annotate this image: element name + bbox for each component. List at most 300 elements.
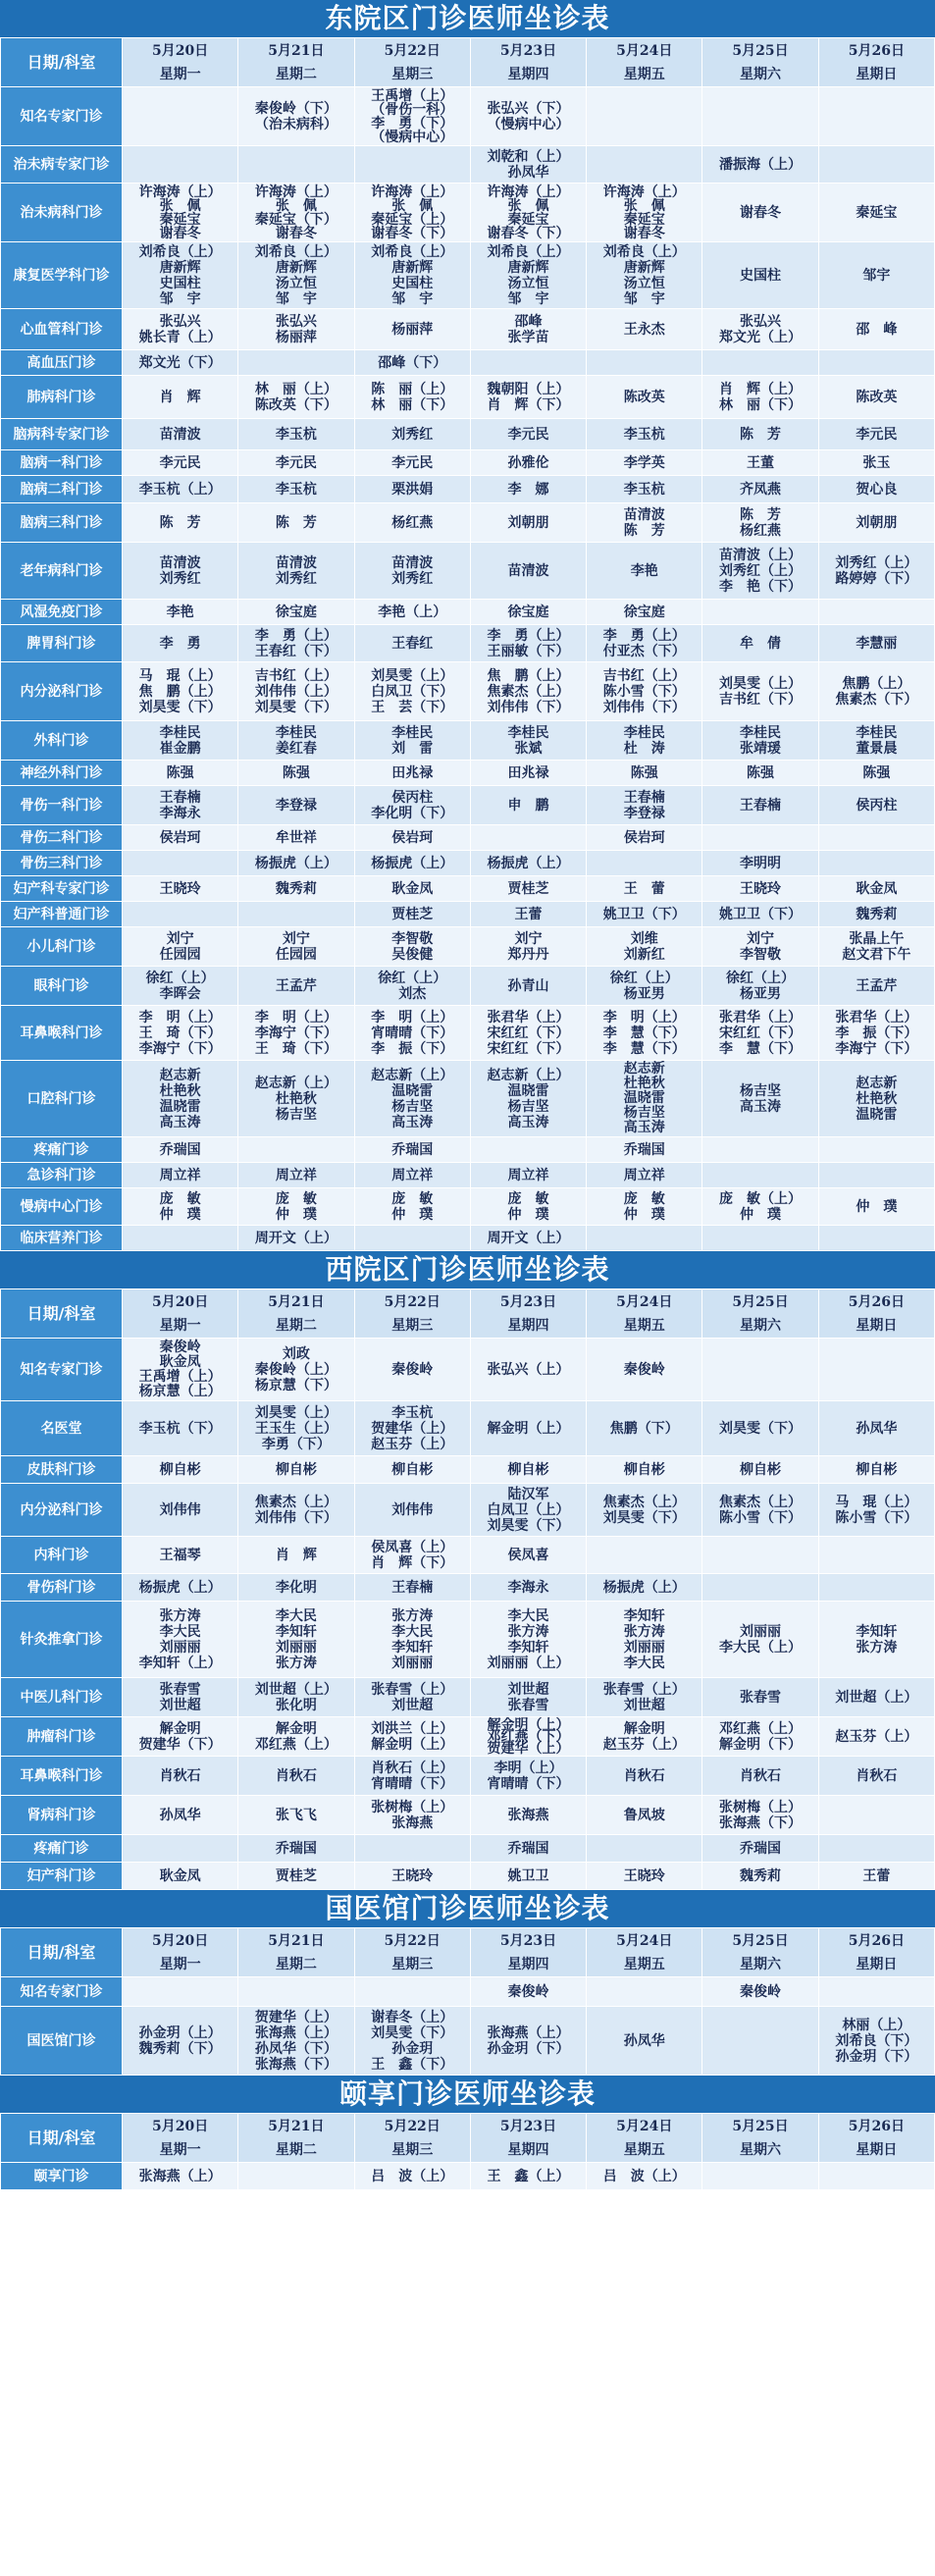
doctor-name: 史国柱 bbox=[159, 275, 201, 291]
schedule-cell bbox=[354, 1717, 470, 1757]
department-name: 中医儿科门诊 bbox=[1, 1678, 123, 1717]
doctor-name: 吉书红（上） bbox=[602, 667, 686, 684]
doctor-name: 刘宁 bbox=[166, 930, 194, 947]
doctor-name: 邵峰 bbox=[514, 313, 543, 330]
doctor-name: 秦俊岭（下） bbox=[254, 100, 338, 117]
doctor-name: 吴俊健 bbox=[391, 946, 434, 963]
doctor-name: 解金明 bbox=[623, 1720, 665, 1737]
schedule-cell bbox=[702, 721, 818, 761]
weekday-label: 星期五 bbox=[623, 2141, 665, 2158]
date-header bbox=[238, 2114, 354, 2163]
schedule-cell bbox=[354, 967, 470, 1006]
doctor-name: 贺建华（上） bbox=[254, 2009, 338, 2025]
schedule-cell bbox=[818, 1006, 934, 1061]
doctor-name: 高玉涛 bbox=[623, 1120, 665, 1135]
doctor-name: 张斌 bbox=[514, 740, 543, 757]
doctor-name: 张春雪 bbox=[159, 1681, 201, 1698]
date-label: 5月25日 bbox=[732, 42, 789, 59]
schedule-cell bbox=[818, 1137, 934, 1163]
schedule-cell bbox=[238, 1226, 354, 1251]
doctor-name: 刘伟伟（上） bbox=[254, 683, 338, 700]
schedule-cell bbox=[587, 876, 702, 902]
department-name: 脑病三科门诊 bbox=[1, 503, 123, 543]
schedule-cell bbox=[587, 1678, 702, 1717]
doctor-name: 魏秀莉（下） bbox=[138, 2040, 222, 2057]
doctor-name: 侯丙柱 bbox=[391, 789, 434, 806]
doctor-name: 苗清波 bbox=[391, 554, 434, 571]
table-row bbox=[1, 376, 935, 419]
schedule-cell bbox=[123, 1602, 238, 1678]
doctor-name: 杨振虎（上） bbox=[371, 855, 454, 871]
doctor-name: 秦延宝（下） bbox=[254, 211, 338, 228]
date-header bbox=[470, 1289, 586, 1339]
schedule-cell bbox=[470, 503, 586, 543]
schedule-cell bbox=[702, 476, 818, 503]
schedule-cell bbox=[123, 1796, 238, 1835]
schedule-cell bbox=[470, 376, 586, 419]
doctor-name: 刘丽丽 bbox=[275, 1639, 317, 1656]
schedule-cell bbox=[123, 1226, 238, 1251]
schedule-cell bbox=[587, 87, 702, 146]
doctor-name: 陈小雪（下） bbox=[602, 683, 686, 700]
schedule-cell bbox=[587, 761, 702, 786]
schedule-cell bbox=[123, 2163, 238, 2190]
table-row bbox=[1, 146, 935, 184]
header-label: 日期/科室 bbox=[1, 1928, 123, 1977]
schedule-cell bbox=[123, 242, 238, 309]
table-row bbox=[1, 87, 935, 146]
doctor-name: 王禹增（上） bbox=[138, 1368, 222, 1385]
doctor-name: 秦延宝（上） bbox=[371, 211, 454, 228]
table-row bbox=[1, 851, 935, 876]
doctor-name: 高玉涛 bbox=[740, 1098, 782, 1115]
doctor-name: 李勇（下） bbox=[261, 1436, 331, 1452]
doctor-name: 姚卫卫（下） bbox=[602, 906, 686, 922]
schedule-cell bbox=[354, 87, 470, 146]
schedule-cell bbox=[238, 242, 354, 309]
doctor-name: 孙凤华 bbox=[856, 1420, 898, 1437]
department-name: 肿瘤科门诊 bbox=[1, 1717, 123, 1757]
schedule-cell bbox=[702, 87, 818, 146]
doctor-name: 柳自彬 bbox=[507, 1461, 549, 1478]
schedule-cell bbox=[702, 1602, 818, 1678]
doctor-name: 李登禄 bbox=[623, 805, 665, 821]
schedule-cell bbox=[587, 242, 702, 309]
schedule-cell bbox=[470, 761, 586, 786]
doctor-name: 张弘兴 bbox=[159, 313, 201, 330]
doctor-name: 刘秀红（上） bbox=[835, 554, 918, 571]
schedule-cell bbox=[123, 902, 238, 927]
doctor-name: 姜红春 bbox=[275, 740, 317, 757]
doctor-name: 李玉杭 bbox=[275, 426, 317, 443]
table-row bbox=[1, 476, 935, 503]
doctor-name: 宵晴晴（下） bbox=[371, 1775, 454, 1792]
schedule-cell bbox=[123, 1006, 238, 1061]
doctor-name: 杜艳秋 bbox=[856, 1090, 898, 1107]
table-row bbox=[1, 1678, 935, 1717]
schedule-cell bbox=[238, 625, 354, 662]
doctor-name: 李玉杭（上） bbox=[138, 481, 222, 498]
schedule-cell bbox=[123, 625, 238, 662]
schedule-cell bbox=[470, 1456, 586, 1484]
doctor-name: （慢病中心） bbox=[371, 129, 454, 145]
doctor-name: 李 勇（上） bbox=[602, 627, 686, 644]
doctor-name: 李 勇 bbox=[159, 635, 201, 652]
schedule-cell bbox=[470, 1061, 586, 1137]
schedule-cell bbox=[470, 1226, 586, 1251]
schedule-cell bbox=[354, 376, 470, 419]
schedule-cell bbox=[587, 1163, 702, 1188]
doctor-name: 王春楠 bbox=[623, 789, 665, 806]
doctor-name: 张飞飞 bbox=[275, 1807, 317, 1823]
date-header bbox=[702, 1289, 818, 1339]
schedule-cell bbox=[818, 1574, 934, 1602]
doctor-name: 杨吉坚 bbox=[507, 1098, 549, 1115]
doctor-name: 李元民 bbox=[507, 426, 549, 443]
schedule-cell bbox=[354, 1188, 470, 1226]
schedule-cell bbox=[354, 1163, 470, 1188]
doctor-name: 王禹增（上） bbox=[371, 87, 454, 104]
doctor-name: 李玉杭 bbox=[275, 481, 317, 498]
schedule-cell bbox=[470, 419, 586, 450]
doctor-name: 李知轩 bbox=[623, 1607, 665, 1624]
doctor-name: 李大民（上） bbox=[719, 1639, 803, 1656]
doctor-name: 孙凤华 bbox=[159, 1807, 201, 1823]
doctor-name: 孙青山 bbox=[507, 977, 549, 994]
doctor-name: 陈改英 bbox=[856, 389, 898, 405]
schedule-cell bbox=[123, 927, 238, 967]
date-header bbox=[354, 1289, 470, 1339]
doctor-name: 徐红（上） bbox=[726, 970, 796, 986]
doctor-name: 崔金鹏 bbox=[159, 740, 201, 757]
doctor-name: 杨吉坚 bbox=[391, 1098, 434, 1115]
department-name: 骨伤二科门诊 bbox=[1, 825, 123, 851]
doctor-name: 魏朝阳（上） bbox=[487, 381, 570, 397]
doctor-name: 张方涛 bbox=[159, 1607, 201, 1624]
schedule-cell bbox=[354, 1835, 470, 1863]
schedule-cell bbox=[354, 1574, 470, 1602]
schedule-cell bbox=[818, 543, 934, 600]
schedule-cell bbox=[123, 476, 238, 503]
doctor-name: 刘丽丽 bbox=[391, 1655, 434, 1671]
table-row bbox=[1, 1484, 935, 1537]
schedule-cell bbox=[587, 476, 702, 503]
schedule-cell bbox=[702, 967, 818, 1006]
doctor-name: 侯岩珂 bbox=[623, 829, 665, 846]
doctor-name: 乔瑞国 bbox=[623, 1141, 665, 1158]
doctor-name: 刘希良（上） bbox=[138, 243, 222, 260]
doctor-name: 李海宁（下） bbox=[138, 1040, 222, 1057]
doctor-name: 谢春冬 bbox=[623, 225, 665, 241]
doctor-name: 谢春冬（上） bbox=[371, 2009, 454, 2025]
schedule-cell bbox=[587, 600, 702, 625]
department-name: 老年病科门诊 bbox=[1, 543, 123, 600]
doctor-name: 李元民 bbox=[391, 454, 434, 471]
doctor-name: 宋红红（下） bbox=[487, 1025, 570, 1041]
doctor-name: 马 琨（上） bbox=[138, 667, 222, 684]
doctor-name: 李明（上） bbox=[493, 1760, 563, 1776]
date-label: 5月26日 bbox=[848, 2118, 905, 2134]
schedule-cell bbox=[702, 1339, 818, 1401]
department-name: 妇产科普通门诊 bbox=[1, 902, 123, 927]
weekday-label: 星期四 bbox=[507, 1956, 549, 1972]
schedule-cell bbox=[587, 1401, 702, 1456]
doctor-name: 赵文君下午 bbox=[842, 946, 911, 963]
doctor-name: 张树梅（上） bbox=[371, 1799, 454, 1815]
doctor-name: 庞 敏 bbox=[159, 1190, 201, 1207]
doctor-name: 王永杰 bbox=[623, 321, 665, 338]
table-row bbox=[1, 761, 935, 786]
schedule-cell bbox=[470, 1574, 586, 1602]
doctor-name: 解金明 bbox=[159, 1720, 201, 1737]
schedule-cell bbox=[123, 1717, 238, 1757]
doctor-name: 解金明（上） bbox=[371, 1736, 454, 1753]
schedule-cell bbox=[238, 1574, 354, 1602]
schedule-cell bbox=[587, 146, 702, 184]
schedule-cell bbox=[818, 1226, 934, 1251]
date-header bbox=[702, 38, 818, 87]
doctor-name: 李大民 bbox=[507, 1607, 549, 1624]
doctor-name: 贺建华（上） bbox=[487, 1740, 570, 1757]
schedule-cell bbox=[354, 242, 470, 309]
doctor-name: 李大民 bbox=[159, 1623, 201, 1640]
doctor-name: 李玉杭 bbox=[623, 481, 665, 498]
doctor-name: 王 琦（下） bbox=[138, 1025, 222, 1041]
table-row bbox=[1, 419, 935, 450]
schedule-cell bbox=[818, 2007, 934, 2076]
schedule-cell bbox=[470, 350, 586, 376]
schedule-cell bbox=[354, 1401, 470, 1456]
doctor-name: 张海燕（下） bbox=[719, 1814, 803, 1831]
doctor-name: 陈强 bbox=[166, 764, 194, 781]
table-row bbox=[1, 967, 935, 1006]
schedule-cell bbox=[587, 1339, 702, 1401]
schedule-cell bbox=[818, 1796, 934, 1835]
doctor-name: 刘昊雯（下） bbox=[138, 699, 222, 715]
schedule-cell bbox=[470, 967, 586, 1006]
schedule-cell bbox=[238, 543, 354, 600]
schedule-cell bbox=[587, 1537, 702, 1574]
department-name: 临床营养门诊 bbox=[1, 1226, 123, 1251]
doctor-name: 刘秀红 bbox=[391, 570, 434, 587]
weekday-label: 星期四 bbox=[507, 2141, 549, 2158]
doctor-name: 邵 峰 bbox=[856, 321, 898, 338]
schedule-cell bbox=[354, 184, 470, 242]
schedule-cell bbox=[818, 503, 934, 543]
schedule-cell bbox=[238, 1717, 354, 1757]
schedule-cell bbox=[238, 450, 354, 476]
doctor-name: 贺建华（下） bbox=[138, 1736, 222, 1753]
doctor-name: 焦鹏（上） bbox=[842, 675, 911, 692]
doctor-name: 焦素杰（上） bbox=[719, 1494, 803, 1510]
doctor-name: 赵玉芬（上） bbox=[835, 1728, 918, 1745]
department-name: 高血压门诊 bbox=[1, 350, 123, 376]
doctor-name: 刘宁 bbox=[747, 930, 775, 947]
doctor-name: 李 慧（下） bbox=[602, 1025, 686, 1041]
doctor-name: 许海涛（上） bbox=[138, 184, 222, 200]
doctor-name: 高玉涛 bbox=[159, 1114, 201, 1130]
doctor-name: 柳自彬 bbox=[856, 1461, 898, 1478]
doctor-name: 孙金玥（下） bbox=[835, 2048, 918, 2065]
schedule-cell bbox=[470, 927, 586, 967]
date-label: 5月26日 bbox=[848, 42, 905, 59]
weekday-label: 星期二 bbox=[275, 1956, 317, 1972]
doctor-name: 刘丽丽 bbox=[159, 1639, 201, 1656]
doctor-name: 仲 璞 bbox=[623, 1206, 665, 1223]
doctor-name: 苗清波 bbox=[507, 562, 549, 579]
schedule-cell bbox=[354, 825, 470, 851]
doctor-name: 张海燕（上） bbox=[487, 2024, 570, 2041]
doctor-name: 李晖会 bbox=[159, 985, 201, 1002]
doctor-name: 秦俊岭 bbox=[507, 1983, 549, 2000]
schedule-cell bbox=[354, 600, 470, 625]
date-label: 5月20日 bbox=[152, 2118, 209, 2134]
schedule-cell bbox=[587, 1977, 702, 2007]
doctor-name: 李海宁（下） bbox=[835, 1040, 918, 1057]
department-name: 治未病专家门诊 bbox=[1, 146, 123, 184]
doctor-name: 刘伟伟 bbox=[391, 1501, 434, 1518]
doctor-name: 唐新辉 bbox=[391, 259, 434, 276]
doctor-name: 李桂民 bbox=[159, 724, 201, 741]
date-header bbox=[818, 38, 934, 87]
date-label: 5月21日 bbox=[268, 1293, 325, 1310]
schedule-cell bbox=[818, 1678, 934, 1717]
doctor-name: 刘希良（上） bbox=[487, 243, 570, 260]
schedule-cell bbox=[354, 902, 470, 927]
doctor-name: 庞 敏 bbox=[275, 1190, 317, 1207]
weekday-label: 星期四 bbox=[507, 1317, 549, 1334]
doctor-name: 刘希良（上） bbox=[254, 243, 338, 260]
doctor-name: 解金明 bbox=[275, 1720, 317, 1737]
date-label: 5月24日 bbox=[616, 42, 673, 59]
schedule-cell bbox=[818, 1717, 934, 1757]
doctor-name: 田兆禄 bbox=[507, 764, 549, 781]
date-label: 5月20日 bbox=[152, 42, 209, 59]
doctor-name: 谢春冬 bbox=[740, 204, 782, 221]
doctor-name: 王蕾 bbox=[514, 906, 543, 922]
doctor-name: 牟 倩 bbox=[740, 635, 782, 652]
doctor-name: 肖秋石 bbox=[275, 1767, 317, 1784]
schedule-cell bbox=[702, 1456, 818, 1484]
schedule-cell bbox=[702, 1537, 818, 1574]
schedule-cell bbox=[818, 600, 934, 625]
doctor-name: 陈 芳 bbox=[740, 506, 782, 523]
doctor-name: 栗洪娟 bbox=[391, 481, 434, 498]
doctor-name: 徐宝庭 bbox=[623, 604, 665, 620]
doctor-name: 王孟芹 bbox=[275, 977, 317, 994]
schedule-cell bbox=[818, 184, 934, 242]
doctor-name: 王 琦（下） bbox=[254, 1040, 338, 1057]
doctor-name: 张君华（上） bbox=[719, 1009, 803, 1025]
doctor-name: 秦延宝 bbox=[159, 211, 201, 228]
schedule-cell bbox=[587, 1061, 702, 1137]
schedule-cell bbox=[354, 476, 470, 503]
doctor-name: 刘丽丽 bbox=[623, 1639, 665, 1656]
doctor-name: 杨吉坚 bbox=[275, 1106, 317, 1123]
doctor-name: 苗清波 bbox=[159, 426, 201, 443]
table-row bbox=[1, 876, 935, 902]
doctor-name: 刘希良（下） bbox=[835, 2032, 918, 2049]
department-name: 骨伤一科门诊 bbox=[1, 786, 123, 825]
doctor-name: 周立祥 bbox=[275, 1167, 317, 1183]
schedule-cell bbox=[123, 786, 238, 825]
schedule-cell bbox=[238, 503, 354, 543]
table-row bbox=[1, 1401, 935, 1456]
weekday-label: 星期日 bbox=[856, 1956, 898, 1972]
weekday-label: 星期一 bbox=[159, 2141, 201, 2158]
doctor-name: 任园园 bbox=[275, 946, 317, 963]
schedule-cell bbox=[587, 721, 702, 761]
doctor-name: 张 佩 bbox=[159, 197, 201, 214]
doctor-name: 侯凤喜（上） bbox=[371, 1539, 454, 1555]
schedule-cell bbox=[470, 721, 586, 761]
date-label: 5月25日 bbox=[732, 1932, 789, 1949]
department-name: 慢病中心门诊 bbox=[1, 1188, 123, 1226]
doctor-name: 乔瑞国 bbox=[507, 1840, 549, 1857]
schedule-cell bbox=[123, 1061, 238, 1137]
date-label: 5月25日 bbox=[732, 1293, 789, 1310]
doctor-name: 孙凤华（下） bbox=[254, 2040, 338, 2057]
schedule-cell bbox=[818, 476, 934, 503]
doctor-name: 焦鹏（下） bbox=[609, 1420, 679, 1437]
schedule-cell bbox=[587, 786, 702, 825]
doctor-name: 耿金凤 bbox=[159, 1353, 201, 1370]
doctor-name: 温晓雷 bbox=[856, 1106, 898, 1123]
schedule-cell bbox=[354, 786, 470, 825]
table-row bbox=[1, 309, 935, 350]
weekday-label: 星期二 bbox=[275, 1317, 317, 1334]
schedule-cell bbox=[818, 721, 934, 761]
department-name: 妇产科专家门诊 bbox=[1, 876, 123, 902]
schedule-cell bbox=[818, 1061, 934, 1137]
doctor-name: 杨振虎（上） bbox=[487, 855, 570, 871]
table-row bbox=[1, 1796, 935, 1835]
schedule-cell bbox=[354, 1061, 470, 1137]
doctor-name: 李 勇（上） bbox=[487, 627, 570, 644]
schedule-cell bbox=[354, 851, 470, 876]
date-header bbox=[123, 1928, 238, 1977]
schedule-cell bbox=[818, 1456, 934, 1484]
schedule-cell bbox=[470, 1163, 586, 1188]
schedule-cell bbox=[818, 2163, 934, 2190]
table-row bbox=[1, 543, 935, 600]
doctor-name: 杨吉坚 bbox=[740, 1082, 782, 1099]
doctor-name: 陈强 bbox=[747, 764, 775, 781]
doctor-name: 魏秀莉 bbox=[856, 906, 898, 922]
doctor-name: 李知轩 bbox=[507, 1639, 549, 1656]
table-row bbox=[1, 350, 935, 376]
date-header bbox=[702, 1928, 818, 1977]
doctor-name: 周立祥 bbox=[391, 1167, 434, 1183]
schedule-cell bbox=[470, 662, 586, 721]
header-row bbox=[1, 38, 935, 87]
schedule-cell bbox=[354, 1977, 470, 2007]
doctor-name: 刘昊雯（下） bbox=[254, 699, 338, 715]
doctor-name: 温晓雷 bbox=[507, 1082, 549, 1099]
schedule-cell bbox=[587, 1484, 702, 1537]
doctor-name: 温晓雷 bbox=[391, 1082, 434, 1099]
schedule-cell bbox=[587, 309, 702, 350]
schedule-cell bbox=[818, 1977, 934, 2007]
doctor-name: 李艳（上） bbox=[378, 604, 447, 620]
doctor-name: 徐红（上） bbox=[145, 970, 215, 986]
doctor-name: 刘朝朋 bbox=[507, 514, 549, 531]
schedule-cell bbox=[123, 825, 238, 851]
doctor-name: 乔瑞国 bbox=[740, 1840, 782, 1857]
table-row bbox=[1, 825, 935, 851]
department-name: 康复医学科门诊 bbox=[1, 242, 123, 309]
schedule-cell bbox=[587, 1006, 702, 1061]
